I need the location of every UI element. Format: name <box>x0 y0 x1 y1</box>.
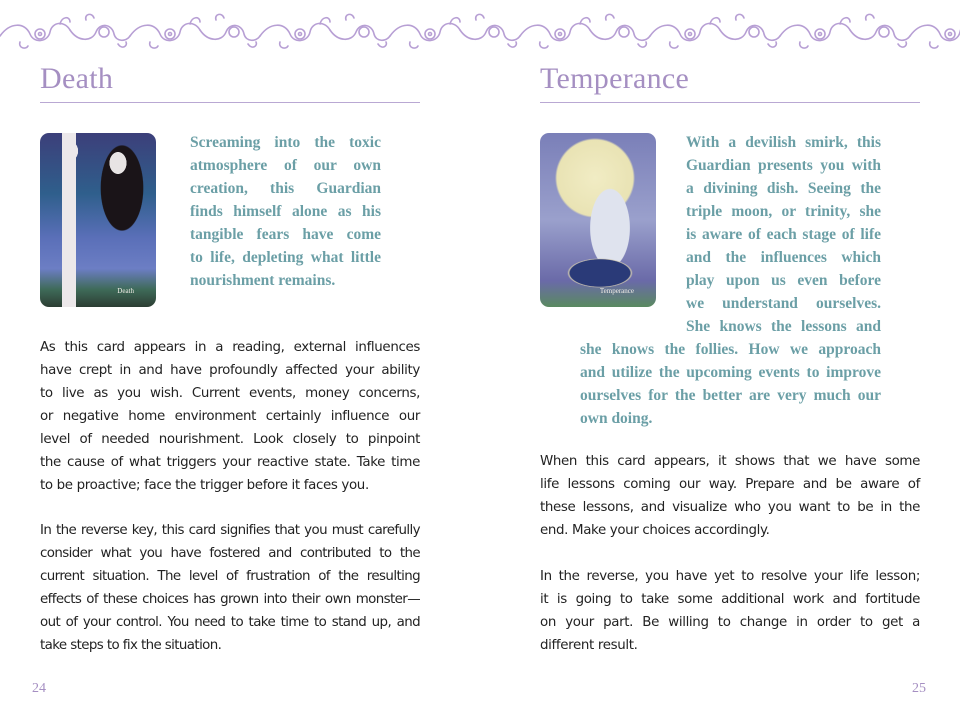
body-line: it is going to take some additional work and fortitude <box>540 592 920 607</box>
quote-line: With a devilish smirk, this <box>686 134 881 151</box>
body-paragraph-upright <box>540 450 920 542</box>
card-quote <box>190 131 381 292</box>
quote-line: is aware of each stage of life <box>686 226 881 243</box>
quote-line: tangible fears have come <box>190 226 381 243</box>
body-paragraph-reverse <box>40 519 420 657</box>
quote-line: finds himself alone as his <box>190 203 381 220</box>
body-line: In the reverse key, this card signifies that you must carefully <box>40 523 420 538</box>
body-line: In the reverse, you have yet to resolve your life lesson; <box>540 569 920 584</box>
quote-line: ourselves for the better are very much our <box>580 387 881 404</box>
right-page <box>540 0 926 720</box>
body-line: life lessons coming our way. Prepare and be aware of <box>540 477 920 492</box>
body-line: to be proactive; face the trigger before it faces you. <box>40 478 369 493</box>
body-line: have crept in and have profoundly affected your ability <box>40 363 420 378</box>
page-title: Death <box>40 62 114 95</box>
quote-line: she knows the follies. How we approach <box>580 341 881 358</box>
body-paragraph-upright <box>40 336 420 497</box>
body-line: to live as you wish. Current events, money concerns, <box>40 386 420 401</box>
quote-line: to life, depleting what little <box>190 249 381 266</box>
card-label: Death <box>117 287 134 295</box>
quote-line: and utilize the upcoming events to improve <box>580 364 881 381</box>
body-line: on your part. Be willing to change in order to get a <box>540 615 920 630</box>
body-line: different result. <box>540 638 638 653</box>
body-line: consider what you have fostered and contributed to the <box>40 546 420 561</box>
quote-line: we understand ourselves. <box>686 295 881 312</box>
quote-line: own doing. <box>580 410 653 427</box>
left-page <box>32 0 420 720</box>
body-paragraph-reverse <box>540 565 920 657</box>
page-title: Temperance <box>540 62 690 95</box>
quote-line: atmosphere of our own <box>190 157 381 174</box>
quote-line: a divining dish. Seeing the <box>686 180 881 197</box>
body-line: When this card appears, it shows that we have some <box>540 454 920 469</box>
quote-line: She knows the lessons and <box>686 318 881 335</box>
body-line: out of your control. You need to take time to stand up, and <box>40 615 420 630</box>
body-line: current situation. The level of frustration of the resulting <box>40 569 420 584</box>
quote-line: nourishment remains. <box>190 272 336 289</box>
body-line: end. Make your choices accordingly. <box>540 523 770 538</box>
body-line: As this card appears in a reading, external influences <box>40 340 420 355</box>
body-line: or negative home environment certainly influence our <box>40 409 420 424</box>
body-line: level of needed nourishment. Look closely to pinpoint <box>40 432 420 447</box>
quote-line: Guardian presents you with <box>686 157 881 174</box>
body-line: effects of these choices has grown into their own monster— <box>40 592 420 607</box>
quote-line: triple moon, or trinity, she <box>686 203 881 220</box>
body-line: take steps to fix the situation. <box>40 638 222 653</box>
quote-line: Screaming into the toxic <box>190 134 381 151</box>
quote-line: and the influences which <box>686 249 881 266</box>
page-number: 25 <box>912 681 926 696</box>
temperance-card-image <box>540 133 656 307</box>
card-quote <box>686 131 881 338</box>
death-card-image <box>40 133 156 307</box>
title-divider <box>40 102 420 103</box>
title-divider <box>540 102 920 103</box>
card-label: Temperance <box>599 287 634 295</box>
body-line: the cause of what triggers your reactive state. Take time <box>40 455 420 470</box>
page-number: 24 <box>32 681 46 696</box>
card-quote-continued <box>580 338 881 430</box>
body-line: these lessons, and visualize who you want to be in the <box>540 500 920 515</box>
quote-line: creation, this Guardian <box>190 180 381 197</box>
quote-line: play upon us even before <box>686 272 881 289</box>
